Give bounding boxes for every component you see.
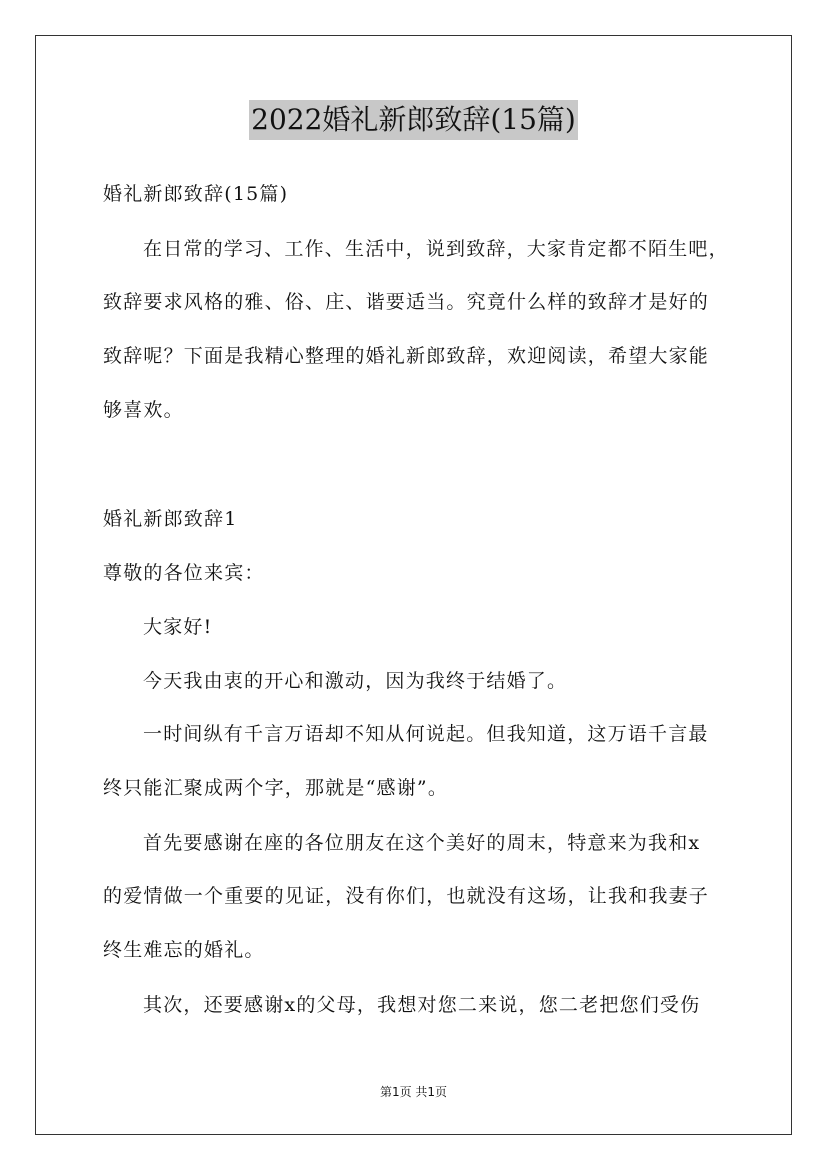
title-container (0, 100, 827, 140)
intro-line-2: 致辞要求风格的雅、俗、庄、谐要适当。究竟什么样的致辞才是好的 (103, 291, 710, 313)
intro-line-3: 致辞呢？下面是我精心整理的婚礼新郎致辞，欢迎阅读，希望大家能 (103, 345, 710, 367)
salutation: 尊敬的各位来宾： (103, 562, 265, 584)
body-line-3: 终只能汇聚成两个字，那就是“感谢”。 (103, 777, 449, 799)
body-line-2: 一时间纵有千言万语却不知从何说起。但我知道，这万语千言最 (143, 723, 709, 745)
body-line-5: 的爱情做一个重要的见证，没有你们，也就没有这场，让我和我妻子 (103, 885, 710, 907)
body-line-4: 首先要感谢在座的各位朋友在这个美好的周末，特意来为我和x (143, 832, 701, 854)
body-line-1: 今天我由衷的开心和激动，因为我终于结婚了。 (143, 670, 568, 692)
intro-line-1: 在日常的学习、工作、生活中，说到致辞，大家肯定都不陌生吧， (143, 238, 729, 260)
page-footer (0, 1084, 827, 1100)
document-subtitle: 婚礼新郎致辞(15篇) (103, 183, 289, 205)
document-title: 2022婚礼新郎致辞(15篇) (249, 100, 578, 140)
body-line-6: 终生难忘的婚礼。 (103, 939, 265, 961)
page-number: 第1页 共1页 (379, 1085, 448, 1099)
body-line-7: 其次，还要感谢x的父母，我想对您二来说，您二老把您们受伤 (143, 994, 701, 1016)
intro-line-4: 够喜欢。 (103, 399, 184, 421)
section-heading: 婚礼新郎致辞1 (103, 508, 238, 530)
greeting: 大家好! (143, 616, 213, 638)
